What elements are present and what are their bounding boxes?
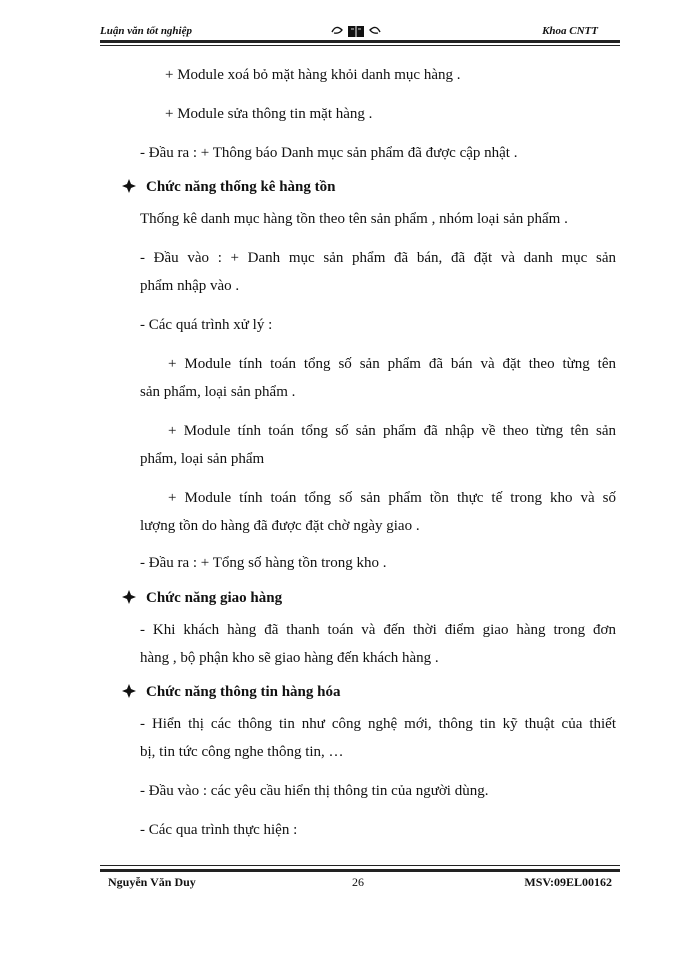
footer-rule-thin	[100, 865, 620, 866]
header-rule-thin	[100, 45, 620, 46]
paragraph: bị, tin tức công nghe thông tin, …	[140, 744, 344, 760]
header-rule-thick	[100, 40, 620, 43]
paragraph: sản phẩm, loại sản phẩm .	[140, 384, 296, 400]
paragraph: - Hiển thị các thông tin như công nghệ mới, thông tin kỹ thuật của thiết	[140, 716, 616, 732]
paragraph: Thống kê danh mục hàng tồn theo tên sản phẩm , nhóm loại sản phẩm .	[140, 211, 568, 227]
section-heading	[122, 179, 335, 196]
diamond-bullet-icon	[122, 684, 136, 698]
footer-author: Nguyễn Văn Duy	[108, 875, 196, 889]
paragraph: phẩm nhập vào .	[140, 278, 240, 294]
footer-rule-thick	[100, 869, 620, 872]
section-title: Chức năng thông tin hàng hóa	[146, 684, 341, 700]
paragraph: + Module tính toán tổng số sản phẩm đã bán và đặt theo từng tên	[168, 356, 616, 372]
diamond-bullet-icon	[122, 590, 136, 604]
page-header	[100, 22, 620, 42]
diamond-bullet-icon	[122, 179, 136, 193]
paragraph: + Module tính toán tổng số sản phẩm đã nhập về theo từng tên sản	[168, 423, 616, 439]
section-title: Chức năng thống kê hàng tồn	[146, 179, 336, 195]
book-ornament-icon	[328, 22, 384, 40]
section-heading	[122, 590, 282, 607]
paragraph: - Khi khách hàng đã thanh toán và đến thời điểm giao hàng trong đơn	[140, 622, 616, 638]
paragraph: hàng , bộ phận kho sẽ giao hàng đến khách hàng .	[140, 650, 439, 666]
paragraph: - Các quá trình xử lý :	[140, 317, 273, 333]
header-faculty-label: Khoa CNTT	[542, 25, 598, 37]
paragraph: - Đầu ra : + Thông báo Danh mục sản phẩm đã được cập nhật .	[140, 145, 518, 161]
footer-student-id: MSV:09EL00162	[524, 875, 612, 889]
section-heading	[122, 684, 340, 701]
paragraph: + Module xoá bỏ mặt hàng khỏi danh mục hàng .	[165, 67, 461, 83]
section-title: Chức năng giao hàng	[146, 590, 283, 606]
paragraph: - Đầu ra : + Tổng số hàng tồn trong kho .	[140, 555, 387, 571]
paragraph: - Đầu vào : + Danh mục sản phẩm đã bán, đã đặt và danh mục sản	[140, 250, 616, 266]
paragraph: lượng tồn do hàng đã được đặt chờ ngày giao .	[140, 518, 420, 534]
paragraph: phẩm, loại sản phẩm	[140, 451, 265, 467]
header-thesis-label: Luận văn tốt nghiệp	[100, 25, 192, 37]
paragraph: + Module tính toán tổng số sản phẩm tồn thực tế trong kho và số	[168, 490, 616, 506]
paragraph: + Module sửa thông tin mặt hàng .	[165, 106, 373, 122]
paragraph: - Đầu vào : các yêu cầu hiển thị thông tin của người dùng.	[140, 783, 489, 799]
paragraph: - Các qua trình thực hiện :	[140, 822, 298, 838]
page-number: 26	[352, 875, 364, 889]
